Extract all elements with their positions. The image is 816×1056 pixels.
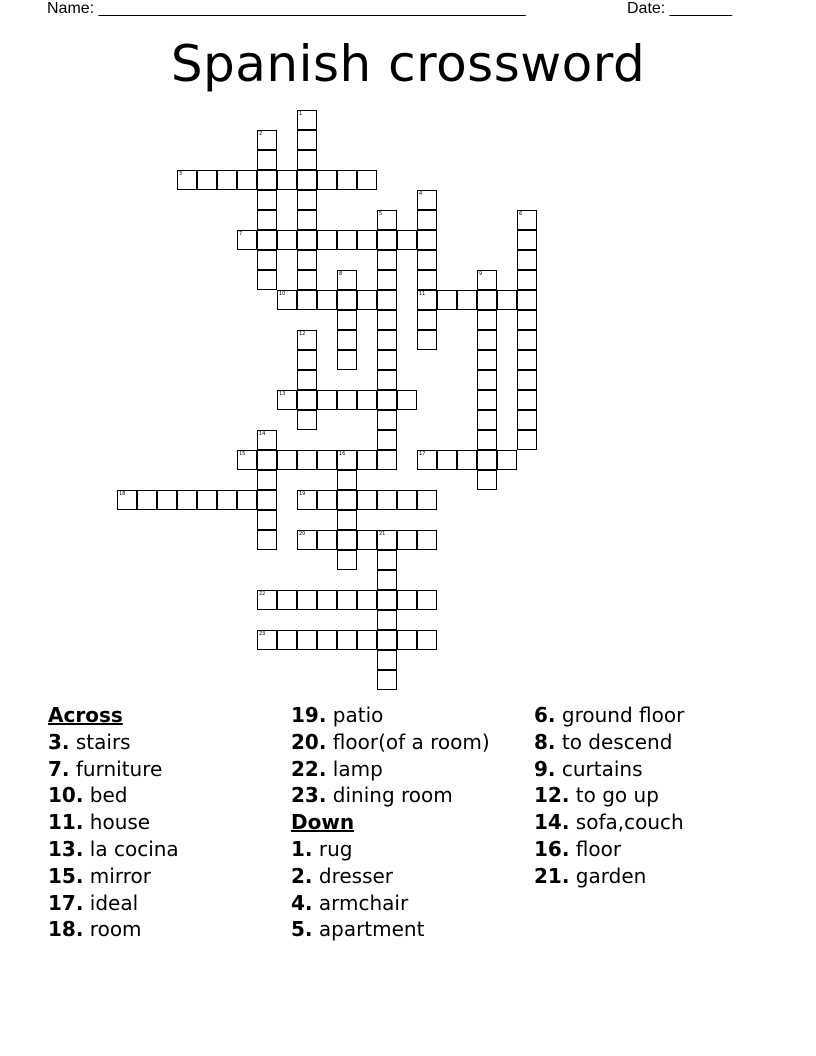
clue-number: 8 [339,271,343,277]
clue-number: 22 [259,591,266,597]
clue-item [291,890,490,917]
clue-item [291,729,490,756]
crossword-cell[interactable] [357,290,377,310]
clue-item [534,729,684,756]
crossword-cell[interactable] [257,150,277,170]
clue-number: 12 [299,331,306,337]
crossword-cell[interactable] [377,450,397,470]
crossword-cell[interactable] [397,530,417,550]
crossword-cell[interactable] [137,490,157,510]
clue-item [534,756,684,783]
crossword-cell[interactable] [257,210,277,230]
clue-number: 9 [479,271,483,277]
crossword-cell[interactable] [377,590,397,610]
clue-number: 13 [279,391,286,397]
crossword-cell[interactable] [477,270,497,290]
crossword-cell[interactable] [297,490,317,510]
clue-item-text: ground floor [555,703,685,727]
crossword-cell[interactable] [297,410,317,430]
clue-number: 1 [299,111,303,117]
clue-column-2 [291,702,490,943]
crossword-cell[interactable] [317,390,337,410]
crossword-cell[interactable] [317,290,337,310]
clue-item [48,729,179,756]
clue-item [48,756,179,783]
clue-item-text: ideal [83,890,139,915]
crossword-cell[interactable] [477,470,497,490]
crossword-cell[interactable] [417,590,437,610]
crossword-cell[interactable] [417,290,437,310]
crossword-cell[interactable] [297,170,317,190]
clue-number: 7 [239,231,243,237]
clue-item-text: dresser [312,863,394,888]
clue-item-text: sofa,couch [569,810,684,835]
crossword-cell[interactable] [317,490,337,510]
clue-item-number: 15. [48,863,84,888]
crossword-cell[interactable] [457,450,477,470]
crossword-cell[interactable] [497,290,517,310]
crossword-cell[interactable] [397,590,417,610]
clue-item [291,836,490,863]
crossword-cell[interactable] [317,450,337,470]
crossword-cell[interactable] [257,270,277,290]
crossword-cell[interactable] [317,170,337,190]
crossword-cell[interactable] [297,250,317,270]
crossword-cell[interactable] [237,170,257,190]
crossword-cell[interactable] [297,110,317,130]
crossword-cell[interactable] [417,230,437,250]
page-title: Spanish crossword [170,35,646,93]
crossword-cell[interactable] [377,630,397,650]
clue-number: 10 [279,291,286,297]
crossword-cell[interactable] [377,350,397,370]
clue-item [48,809,179,836]
clue-item-number: 12. [534,783,570,808]
crossword-cell[interactable] [397,230,417,250]
crossword-cell[interactable] [237,230,257,250]
crossword-cell[interactable] [357,630,377,650]
clue-item [291,782,490,809]
crossword-cell[interactable] [517,410,537,430]
crossword-cell[interactable] [337,350,357,370]
crossword-cell[interactable] [377,230,397,250]
clue-item-text: rug [312,836,353,861]
crossword-cell[interactable] [517,230,537,250]
clue-item-number: 7. [48,756,70,781]
clue-item-text: dining room [326,783,453,808]
crossword-cell[interactable] [157,490,177,510]
crossword-cell[interactable] [357,530,377,550]
crossword-cell[interactable] [437,290,457,310]
crossword-cell[interactable] [257,470,277,490]
crossword-cell[interactable] [277,630,297,650]
clue-item-number: 20. [291,729,327,754]
section-heading-text: Down [291,810,355,835]
clue-column-3 [534,702,684,890]
crossword-cell[interactable] [257,430,277,450]
clue-item [534,863,684,890]
section-heading-text: Across [48,703,123,727]
clue-item-text: to go up [569,783,659,808]
clue-item [534,702,684,729]
crossword-cell[interactable] [517,430,537,450]
crossword-cell[interactable] [477,350,497,370]
crossword-cell[interactable] [517,370,537,390]
crossword-cell[interactable] [417,270,437,290]
clue-item-number: 16. [534,836,570,861]
crossword-cell[interactable] [397,490,417,510]
crossword-cell[interactable] [517,250,537,270]
crossword-cell[interactable] [377,550,397,570]
clue-item-number: 10. [48,783,84,808]
crossword-cell[interactable] [377,270,397,290]
clue-item-number: 18. [48,917,84,942]
crossword-cell[interactable] [257,170,277,190]
crossword-cell[interactable] [317,590,337,610]
clue-item [48,836,179,863]
crossword-cell[interactable] [197,490,217,510]
crossword-cell[interactable] [237,490,257,510]
clue-item [48,890,179,917]
crossword-cell[interactable] [417,310,437,330]
crossword-cell[interactable] [317,630,337,650]
crossword-cell[interactable] [217,490,237,510]
clue-item-text: bed [83,783,128,808]
crossword-cell[interactable] [417,250,437,270]
crossword-cell[interactable] [517,310,537,330]
clue-number: 17 [419,451,426,457]
crossword-cell[interactable] [377,290,397,310]
clue-number: 20 [299,531,306,537]
crossword-cell[interactable] [297,590,317,610]
crossword-cell[interactable] [517,290,537,310]
crossword-cell[interactable] [417,330,437,350]
crossword-cell[interactable] [257,530,277,550]
crossword-cell[interactable] [277,390,297,410]
crossword-cell[interactable] [377,650,397,670]
crossword-cell[interactable] [377,490,397,510]
crossword-cell[interactable] [277,170,297,190]
crossword-cell[interactable] [297,390,317,410]
crossword-cell[interactable] [377,370,397,390]
crossword-cell[interactable] [257,590,277,610]
crossword-cell[interactable] [517,390,537,410]
clue-number: 18 [119,491,126,497]
crossword-cell[interactable] [477,450,497,470]
crossword-cell[interactable] [377,210,397,230]
clue-item-number: 4. [291,890,313,915]
crossword-cell[interactable] [457,290,477,310]
clue-item [48,916,179,943]
clue-number: 15 [239,451,246,457]
crossword-cell[interactable] [377,330,397,350]
crossword-cell[interactable] [377,570,397,590]
clue-item [534,782,684,809]
crossword-cell[interactable] [417,490,437,510]
clue-column-1 [48,702,179,943]
crossword-cell[interactable] [297,270,317,290]
crossword-cell[interactable] [417,210,437,230]
crossword-cell[interactable] [277,450,297,470]
clue-item-number: 9. [534,756,556,781]
clue-number: 11 [419,291,426,297]
clue-item-text: floor(of a room) [326,729,490,754]
clue-item-text: garden [569,863,647,888]
clue-number: 4 [419,191,423,197]
crossword-cell[interactable] [297,190,317,210]
crossword-cell[interactable] [177,490,197,510]
crossword-cell[interactable] [317,530,337,550]
crossword-cell[interactable] [297,230,317,250]
crossword-cell[interactable] [377,430,397,450]
clue-number: 19 [299,491,306,497]
clue-item-number: 3. [48,729,70,754]
clue-item-text: mirror [83,863,151,888]
crossword-cell[interactable] [257,230,277,250]
crossword-cell[interactable] [197,170,217,190]
clue-item-text: apartment [312,917,425,942]
clue-number: 14 [259,431,266,437]
crossword-cell[interactable] [277,290,297,310]
clue-item [48,863,179,890]
clue-number: 23 [259,631,266,637]
crossword-cell[interactable] [257,630,277,650]
clue-item-text: furniture [69,756,163,781]
clue-item-number: 1. [291,836,313,861]
crossword-cell[interactable] [297,130,317,150]
clue-item-text: curtains [555,756,643,781]
clue-item-number: 8. [534,729,556,754]
crossword-cell[interactable] [337,450,357,470]
crossword-cell[interactable] [117,490,137,510]
crossword-cell[interactable] [337,510,357,530]
crossword-cell[interactable] [477,310,497,330]
clue-item-text: house [83,810,151,835]
clue-item [291,702,490,729]
clue-item-number: 23. [291,783,327,808]
crossword-cell[interactable] [277,590,297,610]
clue-item-text: stairs [69,729,131,754]
crossword-cell[interactable] [357,590,377,610]
crossword-cell[interactable] [297,350,317,370]
crossword-cell[interactable] [337,330,357,350]
clue-item-number: 13. [48,836,84,861]
crossword-cell[interactable] [497,450,517,470]
crossword-cell[interactable] [337,590,357,610]
crossword-cell[interactable] [257,490,277,510]
clue-item [534,809,684,836]
clue-number: 2 [259,131,263,137]
clue-number: 3 [179,171,183,177]
clue-number: 16 [339,451,346,457]
crossword-cell[interactable] [437,450,457,470]
crossword-cell[interactable] [297,150,317,170]
crossword-cell[interactable] [517,210,537,230]
crossword-cell[interactable] [297,290,317,310]
crossword-cell[interactable] [417,530,437,550]
crossword-cell[interactable] [257,250,277,270]
clue-item-number: 19. [291,703,327,727]
clue-number: 21 [379,531,386,537]
crossword-cell[interactable] [397,630,417,650]
clue-item [291,863,490,890]
crossword-cell[interactable] [357,230,377,250]
crossword-cell[interactable] [257,450,277,470]
crossword-cell[interactable] [377,310,397,330]
crossword-cell[interactable] [377,410,397,430]
crossword-cell[interactable] [377,610,397,630]
crossword-cell[interactable] [357,170,377,190]
crossword-cell[interactable] [337,290,357,310]
clue-section-heading [48,702,179,729]
crossword-cell[interactable] [477,370,497,390]
clue-item-text: to descend [555,729,673,754]
clue-item-number: 2. [291,863,313,888]
crossword-cell[interactable] [217,170,237,190]
crossword-cell[interactable] [337,390,357,410]
clue-item [291,756,490,783]
clue-item-text: patio [326,703,384,727]
crossword-cell[interactable] [337,490,357,510]
crossword-cell[interactable] [297,630,317,650]
crossword-cell[interactable] [517,350,537,370]
clue-item-text: floor [569,836,622,861]
clue-item-number: 6. [534,703,556,727]
crossword-cell[interactable] [337,630,357,650]
crossword-cell[interactable] [257,130,277,150]
clue-item [291,916,490,943]
crossword-cell[interactable] [477,290,497,310]
clue-number: 6 [519,211,523,217]
crossword-cell[interactable] [517,330,537,350]
crossword-cell[interactable] [337,550,357,570]
crossword-cell[interactable] [297,210,317,230]
crossword-cell[interactable] [277,230,297,250]
crossword-cell[interactable] [477,330,497,350]
crossword-cell[interactable] [477,390,497,410]
crossword-cell[interactable] [297,450,317,470]
crossword-cell[interactable] [477,410,497,430]
crossword-cell[interactable] [297,330,317,350]
date-field[interactable]: Date: _______ [627,0,732,17]
crossword-cell[interactable] [357,450,377,470]
crossword-cell[interactable] [337,270,357,290]
crossword-cell[interactable] [377,670,397,690]
clue-item-text: armchair [312,890,409,915]
clue-item-number: 5. [291,917,313,942]
crossword-cell[interactable] [177,170,197,190]
crossword-cell[interactable] [357,490,377,510]
crossword-cell[interactable] [357,390,377,410]
clue-item-number: 22. [291,756,327,781]
clue-item [48,782,179,809]
crossword-cell[interactable] [337,310,357,330]
crossword-cell[interactable] [397,390,417,410]
clue-item-number: 14. [534,810,570,835]
clue-item-text: la cocina [83,836,179,861]
crossword-cell[interactable] [377,390,397,410]
clue-item-number: 17. [48,890,84,915]
clue-item-number: 11. [48,810,84,835]
crossword-cell[interactable] [237,450,257,470]
crossword-cell[interactable] [297,370,317,390]
crossword-cell[interactable] [337,530,357,550]
crossword-cell[interactable] [317,230,337,250]
clue-section-heading [291,809,490,836]
crossword-cell[interactable] [517,270,537,290]
crossword-cell[interactable] [257,190,277,210]
crossword-cell[interactable] [257,510,277,530]
crossword-cell[interactable] [337,230,357,250]
clue-number: 5 [379,211,383,217]
crossword-cell[interactable] [297,530,317,550]
clue-item-text: room [83,917,142,942]
crossword-cell[interactable] [377,250,397,270]
clue-item [534,836,684,863]
crossword-cell[interactable] [417,630,437,650]
crossword-cell[interactable] [337,470,357,490]
crossword-cell[interactable] [477,430,497,450]
name-field[interactable]: Name: ________________________________________________ [47,0,526,17]
crossword-cell[interactable] [417,190,437,210]
clue-item-number: 21. [534,863,570,888]
crossword-cell[interactable] [337,170,357,190]
crossword-cell[interactable] [417,450,437,470]
clue-item-text: lamp [326,756,383,781]
crossword-cell[interactable] [377,530,397,550]
